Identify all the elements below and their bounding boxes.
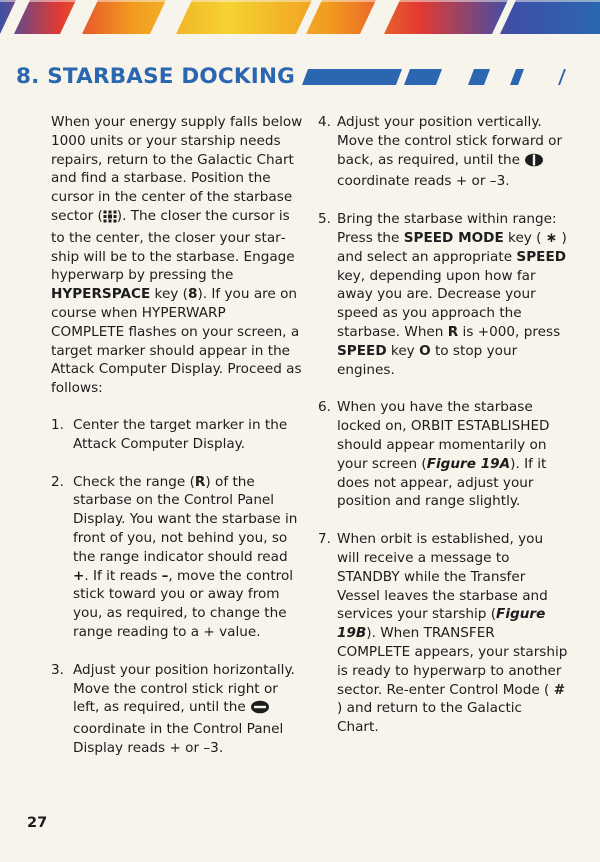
- step-3: [51, 661, 303, 758]
- step-number: 4.: [318, 114, 331, 130]
- left-column: [51, 113, 303, 758]
- step-text: Adjust your position vertically. Move the control stick forward or back, as required, until the coordinate reads + or –3.: [337, 114, 563, 190]
- step-text: Adjust your position horizontally. Move the control stick right or left, as required, until the coordinate in the Control Panel Display reads + or –3.: [73, 661, 295, 756]
- step-number: 1.: [51, 416, 64, 433]
- step-number: 2.: [51, 473, 64, 490]
- speed-mode-key: SPEED MODE: [403, 229, 504, 246]
- step-5: [318, 210, 568, 379]
- page-number: 27: [27, 815, 48, 831]
- step-7: [318, 530, 568, 737]
- starbase-cursor-icon: [103, 210, 117, 229]
- step-number: 7.: [318, 531, 331, 548]
- step-text: When orbit is established, you will receive a message to STANDBY while the Transfer Vessel leaves the starbase and services your starship (Figure 19B). When TRANSFER COMPLETE appears, your starship is ready to hyperwarp to another sector. Re-enter Control Mode ( # ) and return to the Galactic Chart.: [337, 531, 568, 736]
- section-title: STARBASE DOCKING: [47, 64, 295, 89]
- step-number: 6.: [318, 399, 331, 416]
- step-4: [318, 113, 568, 191]
- range-key: R: [194, 473, 206, 490]
- step-text: Bring the starbase within range: Press the SPEED MODE key ( ∗ ) and select an appropriate SPEED key, depending upon how far away you are. Decrease your speed as you approach the starbase. When R is +000, press SPEED key O to stop your engines.: [337, 211, 567, 378]
- step-text: Check the range (R) of the starbase on the Control Panel Display. You want the starbase in front of you, not behind you, so the range indicator should read +. If it reads –, move the control stick toward you or away from you, as required, to change the range reading to a + value.: [73, 473, 298, 640]
- figure-reference: Figure 19A: [426, 455, 511, 472]
- step-1: [51, 416, 303, 454]
- right-column: [318, 113, 568, 737]
- key-8: 8: [187, 286, 198, 303]
- heading-stripes: [296, 63, 596, 89]
- speed-key: SPEED: [516, 248, 567, 265]
- step-text: Center the target marker in the Attack Computer Display.: [73, 416, 288, 452]
- step-number: 5.: [318, 211, 331, 228]
- intro-paragraph: When your energy supply falls below 1000 units or your starship needs repairs, return to the Galactic Chart and find a starbase. Position the cursor in the center of the starbase sector ( ). The closer the cursor is to the center, the closer your starship will be to the starbase. Engage hyperwarp by pressing the HYPERSPACE key (8). If you are on course when HYPERWARP COMPLETE flashes on your screen, a target marker should appear in the Attack Computer Display. Proceed as follows:: [51, 114, 303, 397]
- step-2: [51, 473, 303, 642]
- hyperspace-key: HYPERSPACE: [51, 286, 151, 303]
- key-o: O: [419, 342, 431, 359]
- step-6: [318, 398, 568, 511]
- figure-reference: Figure 19B: [337, 606, 546, 642]
- section-heading: [16, 64, 295, 89]
- horizontal-coordinate-icon: [250, 700, 270, 720]
- step-text: When you have the starbase locked on, ORBIT ESTABLISHED should appear momentarily on your screen (Figure 19A). If it does not appear, adjust your position and range slightly.: [337, 399, 550, 510]
- section-number: 8.: [16, 64, 40, 89]
- step-number: 3.: [51, 661, 64, 678]
- vertical-coordinate-icon: [524, 153, 544, 173]
- top-decorative-stripes: [0, 0, 600, 34]
